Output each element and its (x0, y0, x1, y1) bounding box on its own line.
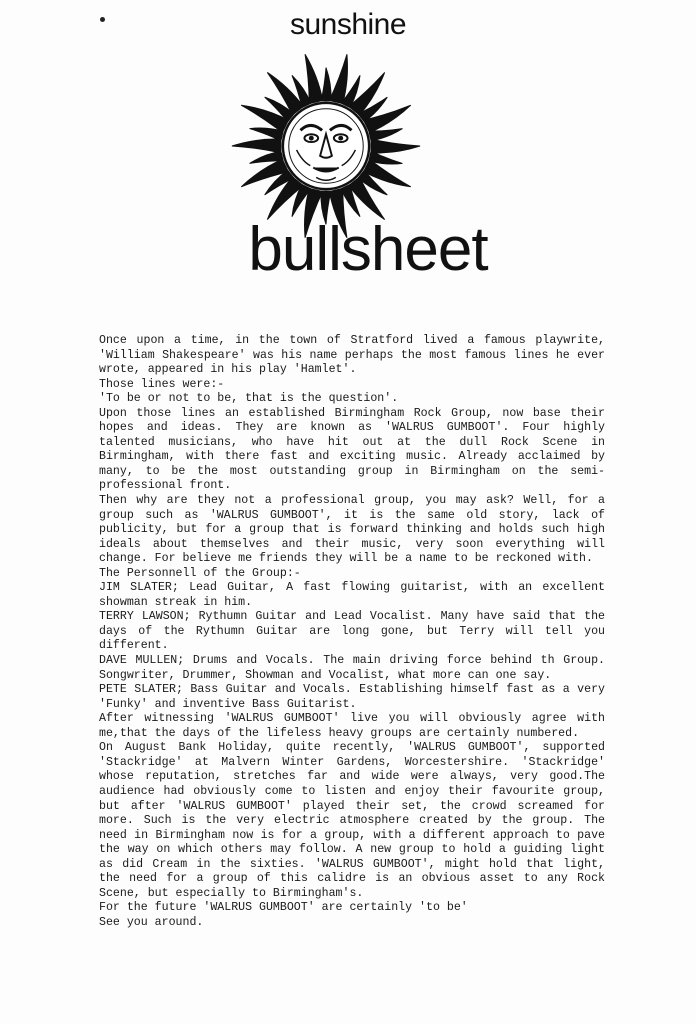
masthead-bullsheet: bullsheet (248, 215, 488, 284)
paragraph: Once upon a time, in the town of Stratford lived a famous playwrite, 'William Shakespeare' was his name perhaps the most famous lines he ever wrote, appeared in his play 'Hamlet'. (99, 334, 605, 377)
paragraph: PETE SLATER; Bass Guitar and Vocals. Establishing himself fast as a very 'Funky' and inventive Bass Guitarist. (99, 683, 605, 711)
paragraph: Then why are they not a professional group, you may ask? Well, for a group such as 'WALRUS GUMBOOT', it is the same old story, lack of publicity, but for a group that is forward thinking and holds such high ideals about themselves and their music, very soon everything will change. For believe me friends they will be a name to be reckoned with. (99, 494, 605, 566)
masthead-sunshine: sunshine (289, 8, 407, 41)
article-body (99, 334, 605, 930)
sun-ray (329, 54, 347, 103)
paragraph: For the future 'WALRUS GUMBOOT' are certainly 'to be' (99, 901, 468, 915)
paragraph: DAVE MULLEN; Drums and Vocals. The main driving force behind th Group. Songwriter, Drummer, Showman and Vocalist, what more can one say. (99, 654, 605, 682)
paragraph: After witnessing 'WALRUS GUMBOOT' live you will obviously agree with me,that the days of the lifeless heavy groups are certainly numbered. (99, 712, 605, 740)
paragraph: Upon those lines an established Birmingham Rock Group, now base their hopes and ideas. They are known as 'WALRUS GUMBOOT'. Four highly talented musicians, who have hit out at the dull Rock Scene in Birmingham, with there fast and exciting music. Already acclaimed by many, to be the most outstanding group in Birmingham on the semi-professional front. (99, 406, 605, 493)
paragraph: See you around. (99, 915, 204, 929)
sun-ray (232, 139, 281, 153)
paragraph: JIM SLATER; Lead Guitar, A fast flowing guitarist, with an excellent showman streak in him. (99, 581, 605, 609)
paragraph: The Personnell of the Group:- (99, 566, 301, 580)
sun-ray (371, 139, 420, 153)
paragraph: Those lines were:- (99, 377, 225, 391)
sun-ray (321, 68, 331, 101)
paragraph: 'To be or not to be, that is the question'. (99, 392, 399, 406)
paragraph: TERRY LAWSON; Rythumn Guitar and Lead Vocalist. Many have said that the days of the Rythumn Guitar are long gone, but Terry will tell you different. (99, 610, 605, 653)
paragraph: On August Bank Holiday, quite recently, 'WALRUS GUMBOOT', supported 'Stackridge' at Malvern Winter Gardens, Worcestershire. 'Stackridge' whose reputation, stretches far and wide were always, very good.The audience had obviously come to listen and enjoy their favourite group, but after 'WALRUS GUMBOOT' played their set, the crowd screamed for more. Such is the very electric atmosphere created by the group. The need in Birmingham now is for a group, with a different approach to pave the way on which others may follow. A new group to hold a guiding light as did Cream in the sixties. 'WALRUS GUMBOOT', might hold that light, the need for a group of this calidre is an obvious asset to any Rock Scene, but especially to Birmingham's. (99, 741, 605, 900)
